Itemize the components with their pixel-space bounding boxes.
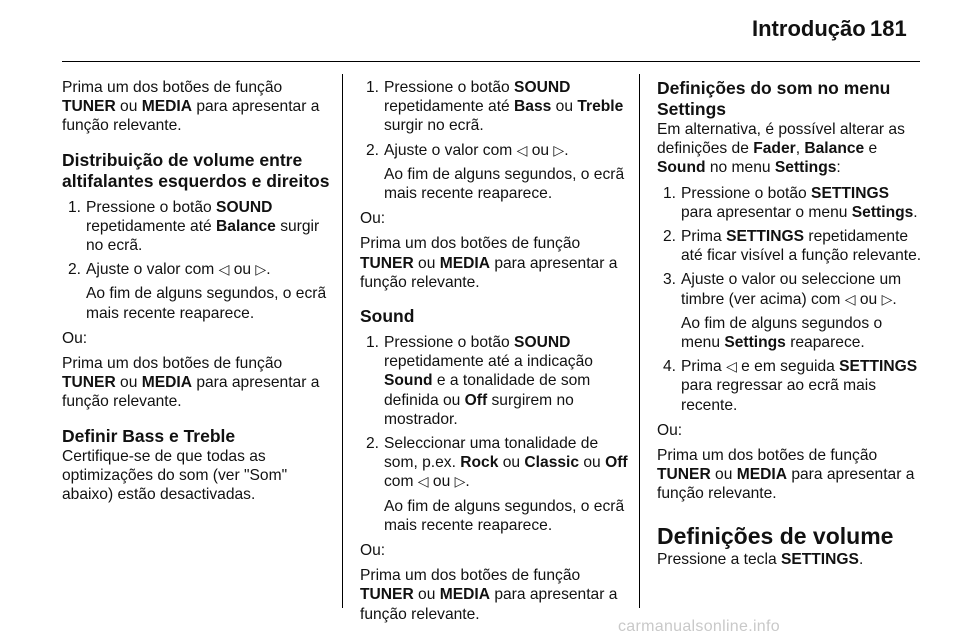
list-item: 1. Pressione o botão SOUND repetidamente até a indicação Sound e a tonalidade de som definida ou Off surgirem no mostrador. <box>366 334 593 428</box>
list-item: 1. Pressione o botão SOUND repetidamente até Balance surgir no ecrã. <box>68 198 320 255</box>
column-divider-1 <box>342 74 343 608</box>
list-item: 2. Ajuste o valor com ◁ ou ▷. Ao fim de alguns segundos, o ecrã mais recente reaparece. <box>62 260 334 323</box>
or-label: Ou: <box>62 329 88 347</box>
step-note: Ao fim de alguns segundos o menu Settings reaparece. <box>681 314 883 352</box>
heading-sound-settings-menu: Definições do som no menu Settings <box>657 78 891 119</box>
left-arrow-icon: ◁ <box>417 473 429 490</box>
bass-treble-paragraph: Certifique-se de que todas as optimizações do som (ver "Som" abaixo) estão desactivadas. <box>62 447 288 504</box>
intro-paragraph: Prima um dos botões de função TUNER ou MEDIA para apresentar a função relevante. <box>62 79 320 135</box>
list-item: 1. Pressione o botão SOUND repetidamente até Bass ou Treble surgir no ecrã. <box>366 79 624 135</box>
column-3 <box>657 78 923 569</box>
alternative-paragraph: Prima um dos botões de função TUNER ou MEDIA para apresentar a função relevante. <box>657 447 915 503</box>
sound-steps <box>360 333 628 535</box>
settings-paragraph: Em alternativa, é possível alterar as definições de Fader, Balance e Sound no menu Settings: <box>657 121 905 177</box>
alternative-paragraph: Prima um dos botões de função TUNER ou MEDIA para apresentar a função relevante. <box>62 355 320 411</box>
heading-bass-treble: Definir Bass e Treble <box>62 425 236 446</box>
left-arrow-icon: ◁ <box>844 290 856 307</box>
heading-volume-settings: Definições de volume <box>657 522 894 549</box>
alternative-paragraph: Prima um dos botões de função TUNER ou MEDIA para apresentar a função relevante. <box>360 567 618 623</box>
list-item: 2. Ajuste o valor com ◁ ou ▷. Ao fim de alguns segundos, o ecrã mais recente reaparece. <box>360 141 628 204</box>
or-label: Ou: <box>657 421 683 439</box>
right-arrow-icon: ▷ <box>255 261 267 278</box>
right-arrow-icon: ▷ <box>881 290 893 307</box>
bass-treble-steps <box>360 78 628 203</box>
right-arrow-icon: ▷ <box>553 141 565 158</box>
header-rule <box>62 61 920 62</box>
list-item: 4. Prima ◁ e em seguida SETTINGS para regressar ao ecrã mais recente. <box>663 358 918 414</box>
list-item: 3. Ajuste o valor ou seleccione um timbre (ver acima) com ◁ ou ▷. Ao fim de alguns segundos o menu Settings reaparece. <box>657 270 923 352</box>
volume-paragraph: Pressione a tecla SETTINGS. <box>657 550 864 568</box>
column-divider-2 <box>639 74 640 608</box>
left-arrow-icon: ◁ <box>516 141 528 158</box>
page-header-title: Introdução <box>752 16 866 41</box>
column-2 <box>360 78 628 624</box>
left-arrow-icon: ◁ <box>218 261 230 278</box>
or-label: Ou: <box>360 210 386 228</box>
page-number: 181 <box>870 16 907 41</box>
list-item: 2. Prima SETTINGS repetidamente até ficar visível a função relevante. <box>663 228 922 265</box>
left-arrow-icon: ◁ <box>726 358 737 375</box>
step-note: Ao fim de alguns segundos, o ecrã mais recente reaparece. <box>384 497 625 534</box>
heading-sound: Sound <box>360 306 415 327</box>
right-arrow-icon: ▷ <box>454 473 466 490</box>
list-item: 2. Seleccionar uma tonalidade de som, p.ex. Rock ou Classic ou Off com ◁ ou ▷. Ao fim de alguns segundos, o ecrã mais recente reaparece. <box>366 435 628 534</box>
heading-volume-distribution: Distribuição de volume entre altifalantes esquerdos e direitos <box>62 149 330 191</box>
watermark: carmanualsonline.info <box>618 618 780 635</box>
list-item: 1. Pressione o botão SETTINGS para apresentar o menu Settings. <box>663 184 918 221</box>
distribution-steps <box>62 198 334 323</box>
or-label: Ou: <box>360 542 386 560</box>
settings-menu-steps <box>657 184 923 415</box>
step-note: Ao fim de alguns segundos, o ecrã mais recente reaparece. <box>86 285 327 322</box>
column-1 <box>62 78 334 504</box>
alternative-paragraph: Prima um dos botões de função TUNER ou MEDIA para apresentar a função relevante. <box>360 235 618 291</box>
step-note: Ao fim de alguns segundos, o ecrã mais recente reaparece. <box>384 165 625 203</box>
